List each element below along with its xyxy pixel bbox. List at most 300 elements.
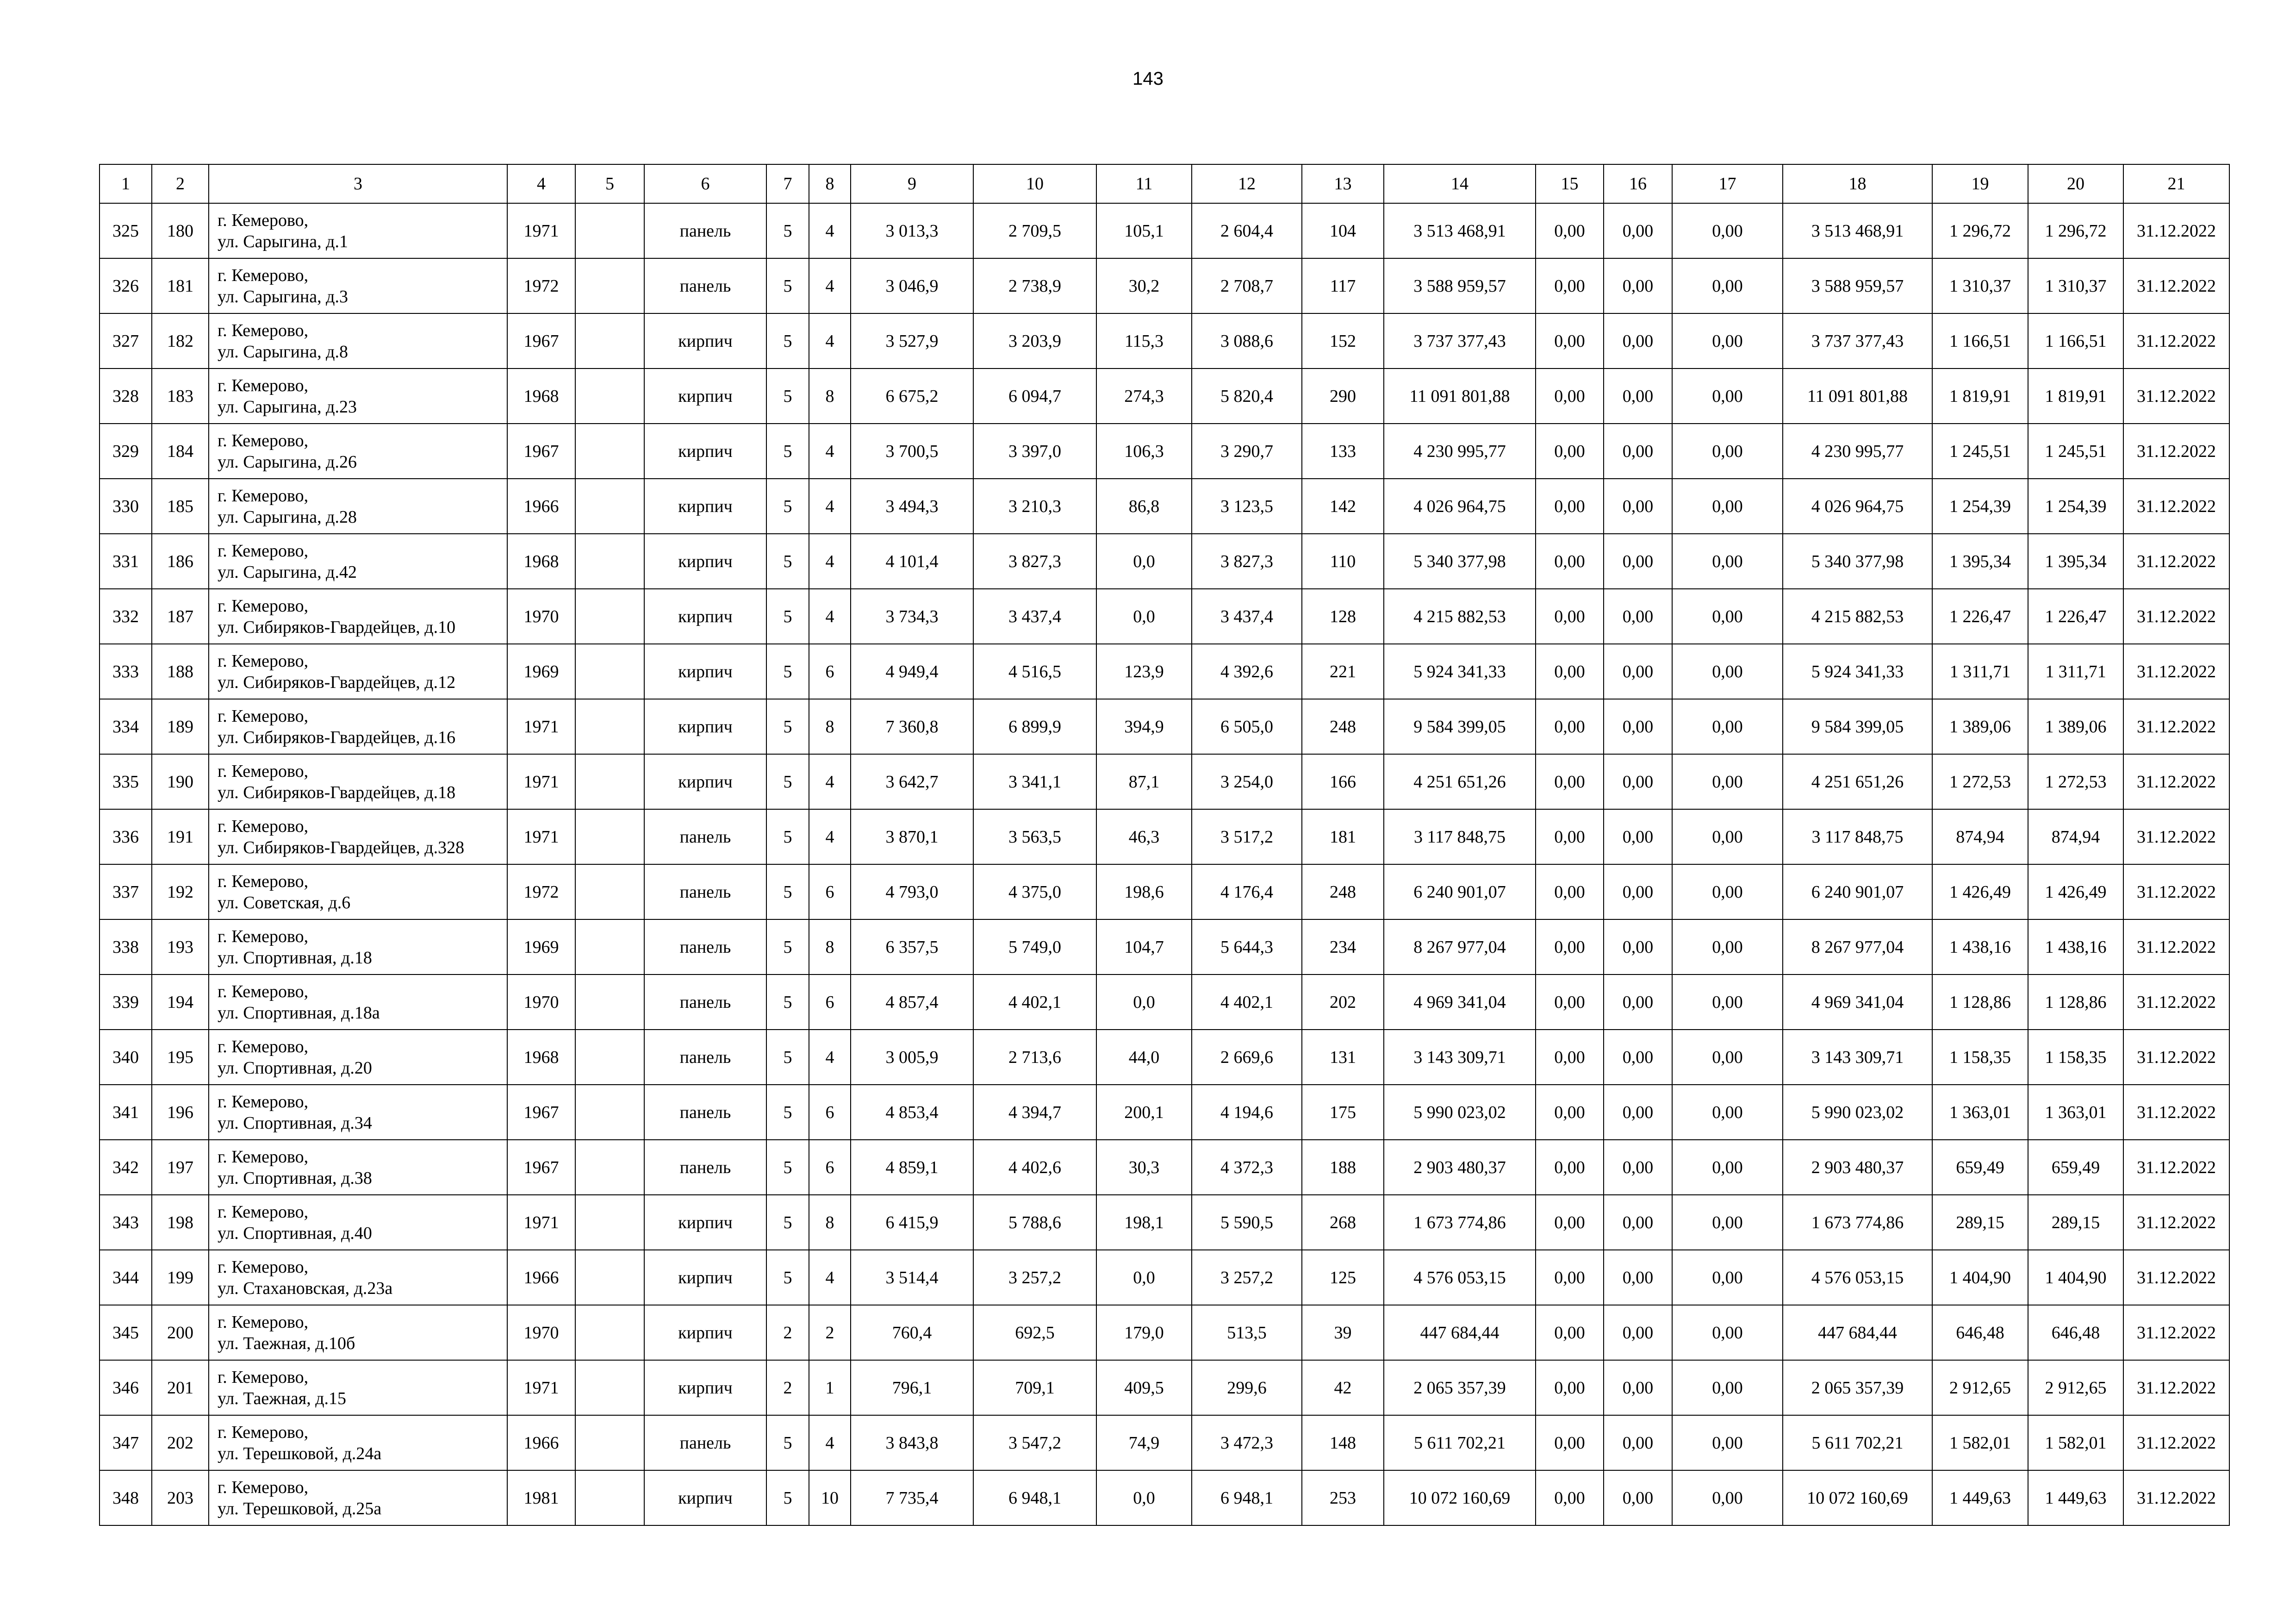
registry-table (99, 164, 2230, 1526)
cell-col-19: 1 819,91 (1932, 369, 2028, 424)
cell-col-6: кирпич (644, 589, 766, 644)
column-header-17: 17 (1672, 164, 1783, 203)
cell-col-1: 343 (100, 1195, 152, 1250)
table-row (100, 864, 2229, 919)
address-cell (209, 1305, 507, 1360)
address-cell (209, 1250, 507, 1305)
cell-col-15: 0,00 (1536, 1030, 1604, 1085)
cell-col-16: 0,00 (1604, 1415, 1672, 1470)
address-street: ул. Сарыгина, д.8 (218, 342, 348, 362)
address-street: ул. Сарыгина, д.28 (218, 507, 357, 527)
address-street: ул. Сарыгина, д.3 (218, 287, 348, 306)
cell-col-10: 3 547,2 (973, 1415, 1096, 1470)
cell-col-10: 5 749,0 (973, 919, 1096, 974)
cell-col-4: 1966 (507, 1415, 575, 1470)
cell-col-1: 340 (100, 1030, 152, 1085)
cell-col-12: 5 820,4 (1192, 369, 1302, 424)
cell-col-20: 1 426,49 (2028, 864, 2123, 919)
cell-col-14: 4 251 651,26 (1384, 754, 1536, 809)
cell-col-2: 195 (152, 1030, 209, 1085)
cell-col-13: 117 (1302, 258, 1384, 313)
cell-col-15: 0,00 (1536, 809, 1604, 864)
cell-col-19: 1 245,51 (1932, 424, 2028, 479)
cell-col-21: 31.12.2022 (2123, 1195, 2229, 1250)
cell-col-5 (575, 919, 644, 974)
cell-col-16: 0,00 (1604, 589, 1672, 644)
cell-col-11: 46,3 (1096, 809, 1192, 864)
cell-col-10: 4 402,6 (973, 1140, 1096, 1195)
address-street: ул. Советская, д.6 (218, 893, 351, 912)
cell-col-21: 31.12.2022 (2123, 1305, 2229, 1360)
cell-col-1: 331 (100, 534, 152, 589)
cell-col-12: 6 948,1 (1192, 1470, 1302, 1525)
cell-col-5 (575, 1140, 644, 1195)
table-row (100, 1415, 2229, 1470)
table-row (100, 809, 2229, 864)
cell-col-18: 3 143 309,71 (1783, 1030, 1932, 1085)
cell-col-2: 198 (152, 1195, 209, 1250)
cell-col-9: 3 005,9 (851, 1030, 973, 1085)
cell-col-13: 166 (1302, 754, 1384, 809)
cell-col-11: 106,3 (1096, 424, 1192, 479)
cell-col-11: 105,1 (1096, 203, 1192, 258)
cell-col-13: 39 (1302, 1305, 1384, 1360)
cell-col-21: 31.12.2022 (2123, 919, 2229, 974)
cell-col-17: 0,00 (1672, 534, 1783, 589)
cell-col-7: 5 (766, 864, 809, 919)
cell-col-16: 0,00 (1604, 424, 1672, 479)
cell-col-18: 8 267 977,04 (1783, 919, 1932, 974)
cell-col-13: 142 (1302, 479, 1384, 534)
cell-col-1: 336 (100, 809, 152, 864)
cell-col-2: 193 (152, 919, 209, 974)
cell-col-13: 253 (1302, 1470, 1384, 1525)
cell-col-17: 0,00 (1672, 1085, 1783, 1140)
cell-col-4: 1966 (507, 479, 575, 534)
cell-col-20: 1 404,90 (2028, 1250, 2123, 1305)
cell-col-19: 1 404,90 (1932, 1250, 2028, 1305)
cell-col-8: 4 (809, 424, 851, 479)
cell-col-21: 31.12.2022 (2123, 1140, 2229, 1195)
cell-col-21: 31.12.2022 (2123, 699, 2229, 754)
cell-col-5 (575, 479, 644, 534)
address-city: г. Кемерово, (218, 486, 309, 506)
cell-col-7: 5 (766, 919, 809, 974)
cell-col-5 (575, 864, 644, 919)
cell-col-7: 5 (766, 644, 809, 699)
address-city: г. Кемерово, (218, 1202, 309, 1222)
address-city: г. Кемерово, (218, 706, 309, 726)
cell-col-20: 1 311,71 (2028, 644, 2123, 699)
cell-col-19: 1 426,49 (1932, 864, 2028, 919)
cell-col-11: 87,1 (1096, 754, 1192, 809)
cell-col-15: 0,00 (1536, 1250, 1604, 1305)
cell-col-20: 1 310,37 (2028, 258, 2123, 313)
address-street: ул. Спортивная, д.40 (218, 1223, 372, 1243)
cell-col-10: 4 375,0 (973, 864, 1096, 919)
cell-col-5 (575, 1030, 644, 1085)
cell-col-21: 31.12.2022 (2123, 754, 2229, 809)
cell-col-16: 0,00 (1604, 1305, 1672, 1360)
cell-col-8: 4 (809, 1030, 851, 1085)
cell-col-18: 3 737 377,43 (1783, 313, 1932, 369)
cell-col-13: 202 (1302, 974, 1384, 1030)
cell-col-10: 3 210,3 (973, 479, 1096, 534)
cell-col-6: кирпич (644, 1360, 766, 1415)
cell-col-17: 0,00 (1672, 699, 1783, 754)
cell-col-11: 0,0 (1096, 1250, 1192, 1305)
cell-col-14: 2 065 357,39 (1384, 1360, 1536, 1415)
cell-col-9: 6 415,9 (851, 1195, 973, 1250)
cell-col-8: 4 (809, 479, 851, 534)
cell-col-11: 30,2 (1096, 258, 1192, 313)
cell-col-13: 221 (1302, 644, 1384, 699)
address-cell (209, 369, 507, 424)
column-header-13: 13 (1302, 164, 1384, 203)
address-cell (209, 919, 507, 974)
cell-col-17: 0,00 (1672, 313, 1783, 369)
cell-col-13: 175 (1302, 1085, 1384, 1140)
cell-col-12: 4 194,6 (1192, 1085, 1302, 1140)
cell-col-1: 325 (100, 203, 152, 258)
cell-col-11: 0,0 (1096, 534, 1192, 589)
cell-col-20: 1 395,34 (2028, 534, 2123, 589)
cell-col-21: 31.12.2022 (2123, 974, 2229, 1030)
cell-col-10: 3 341,1 (973, 754, 1096, 809)
cell-col-19: 1 158,35 (1932, 1030, 2028, 1085)
column-header-3: 3 (209, 164, 507, 203)
cell-col-2: 186 (152, 534, 209, 589)
cell-col-4: 1972 (507, 258, 575, 313)
cell-col-2: 192 (152, 864, 209, 919)
cell-col-16: 0,00 (1604, 1360, 1672, 1415)
address-cell (209, 1140, 507, 1195)
cell-col-17: 0,00 (1672, 1415, 1783, 1470)
cell-col-12: 513,5 (1192, 1305, 1302, 1360)
cell-col-16: 0,00 (1604, 754, 1672, 809)
address-city: г. Кемерово, (218, 1367, 309, 1387)
cell-col-4: 1971 (507, 1195, 575, 1250)
cell-col-1: 346 (100, 1360, 152, 1415)
cell-col-17: 0,00 (1672, 864, 1783, 919)
column-header-15: 15 (1536, 164, 1604, 203)
cell-col-12: 3 254,0 (1192, 754, 1302, 809)
cell-col-1: 327 (100, 313, 152, 369)
cell-col-14: 5 611 702,21 (1384, 1415, 1536, 1470)
address-city: г. Кемерово, (218, 320, 309, 340)
cell-col-18: 2 065 357,39 (1783, 1360, 1932, 1415)
table-row (100, 203, 2229, 258)
address-street: ул. Сибиряков-Гвардейцев, д.16 (218, 727, 456, 747)
cell-col-19: 1 254,39 (1932, 479, 2028, 534)
table-row (100, 754, 2229, 809)
cell-col-9: 3 642,7 (851, 754, 973, 809)
cell-col-10: 4 516,5 (973, 644, 1096, 699)
cell-col-9: 3 527,9 (851, 313, 973, 369)
cell-col-12: 3 257,2 (1192, 1250, 1302, 1305)
cell-col-10: 2 713,6 (973, 1030, 1096, 1085)
address-city: г. Кемерово, (218, 761, 309, 781)
cell-col-16: 0,00 (1604, 203, 1672, 258)
cell-col-1: 337 (100, 864, 152, 919)
cell-col-9: 3 013,3 (851, 203, 973, 258)
cell-col-16: 0,00 (1604, 1140, 1672, 1195)
cell-col-8: 4 (809, 203, 851, 258)
cell-col-7: 5 (766, 974, 809, 1030)
table-header (100, 164, 2229, 203)
cell-col-7: 5 (766, 1140, 809, 1195)
cell-col-7: 5 (766, 1030, 809, 1085)
cell-col-2: 203 (152, 1470, 209, 1525)
cell-col-1: 344 (100, 1250, 152, 1305)
cell-col-20: 1 158,35 (2028, 1030, 2123, 1085)
cell-col-15: 0,00 (1536, 203, 1604, 258)
table-row (100, 479, 2229, 534)
cell-col-5 (575, 1415, 644, 1470)
cell-col-13: 248 (1302, 699, 1384, 754)
cell-col-6: панель (644, 1030, 766, 1085)
cell-col-17: 0,00 (1672, 974, 1783, 1030)
cell-col-19: 1 166,51 (1932, 313, 2028, 369)
address-street: ул. Сибиряков-Гвардейцев, д.328 (218, 837, 465, 857)
cell-col-2: 184 (152, 424, 209, 479)
cell-col-9: 4 949,4 (851, 644, 973, 699)
address-cell (209, 479, 507, 534)
cell-col-21: 31.12.2022 (2123, 1470, 2229, 1525)
cell-col-1: 333 (100, 644, 152, 699)
cell-col-8: 4 (809, 534, 851, 589)
cell-col-8: 6 (809, 864, 851, 919)
cell-col-9: 760,4 (851, 1305, 973, 1360)
cell-col-17: 0,00 (1672, 1140, 1783, 1195)
cell-col-15: 0,00 (1536, 1415, 1604, 1470)
cell-col-6: панель (644, 974, 766, 1030)
cell-col-12: 3 827,3 (1192, 534, 1302, 589)
cell-col-17: 0,00 (1672, 919, 1783, 974)
cell-col-9: 4 793,0 (851, 864, 973, 919)
cell-col-7: 5 (766, 1415, 809, 1470)
cell-col-6: кирпич (644, 644, 766, 699)
cell-col-5 (575, 1360, 644, 1415)
cell-col-16: 0,00 (1604, 974, 1672, 1030)
cell-col-8: 4 (809, 589, 851, 644)
cell-col-15: 0,00 (1536, 258, 1604, 313)
address-city: г. Кемерово, (218, 375, 309, 395)
cell-col-1: 348 (100, 1470, 152, 1525)
cell-col-16: 0,00 (1604, 1030, 1672, 1085)
cell-col-14: 4 026 964,75 (1384, 479, 1536, 534)
cell-col-4: 1971 (507, 1360, 575, 1415)
cell-col-8: 6 (809, 644, 851, 699)
cell-col-13: 188 (1302, 1140, 1384, 1195)
cell-col-11: 123,9 (1096, 644, 1192, 699)
cell-col-2: 183 (152, 369, 209, 424)
cell-col-18: 4 026 964,75 (1783, 479, 1932, 534)
cell-col-11: 74,9 (1096, 1415, 1192, 1470)
cell-col-13: 234 (1302, 919, 1384, 974)
cell-col-18: 3 117 848,75 (1783, 809, 1932, 864)
cell-col-17: 0,00 (1672, 424, 1783, 479)
cell-col-6: панель (644, 864, 766, 919)
cell-col-1: 342 (100, 1140, 152, 1195)
cell-col-12: 3 290,7 (1192, 424, 1302, 479)
cell-col-21: 31.12.2022 (2123, 1360, 2229, 1415)
cell-col-21: 31.12.2022 (2123, 644, 2229, 699)
cell-col-21: 31.12.2022 (2123, 424, 2229, 479)
cell-col-15: 0,00 (1536, 1085, 1604, 1140)
cell-col-4: 1967 (507, 1085, 575, 1140)
address-city: г. Кемерово, (218, 1312, 309, 1332)
cell-col-14: 1 673 774,86 (1384, 1195, 1536, 1250)
cell-col-14: 2 903 480,37 (1384, 1140, 1536, 1195)
cell-col-5 (575, 313, 644, 369)
cell-col-11: 30,3 (1096, 1140, 1192, 1195)
address-street: ул. Терешковой, д.24а (218, 1443, 382, 1463)
cell-col-4: 1971 (507, 754, 575, 809)
address-cell (209, 313, 507, 369)
cell-col-5 (575, 1470, 644, 1525)
cell-col-7: 5 (766, 809, 809, 864)
cell-col-9: 3 046,9 (851, 258, 973, 313)
cell-col-4: 1967 (507, 424, 575, 479)
table-row (100, 1140, 2229, 1195)
cell-col-2: 197 (152, 1140, 209, 1195)
table-row (100, 258, 2229, 313)
cell-col-14: 3 588 959,57 (1384, 258, 1536, 313)
cell-col-7: 5 (766, 1470, 809, 1525)
cell-col-19: 659,49 (1932, 1140, 2028, 1195)
cell-col-20: 1 226,47 (2028, 589, 2123, 644)
cell-col-17: 0,00 (1672, 1470, 1783, 1525)
table-row (100, 919, 2229, 974)
cell-col-10: 692,5 (973, 1305, 1096, 1360)
cell-col-9: 7 735,4 (851, 1470, 973, 1525)
address-street: ул. Спортивная, д.34 (218, 1113, 372, 1133)
address-cell (209, 864, 507, 919)
cell-col-14: 10 072 160,69 (1384, 1470, 1536, 1525)
address-city: г. Кемерово, (218, 1422, 309, 1442)
cell-col-4: 1981 (507, 1470, 575, 1525)
cell-col-1: 339 (100, 974, 152, 1030)
cell-col-6: панель (644, 258, 766, 313)
cell-col-6: кирпич (644, 1195, 766, 1250)
address-street: ул. Сарыгина, д.1 (218, 231, 348, 251)
cell-col-15: 0,00 (1536, 479, 1604, 534)
cell-col-4: 1969 (507, 644, 575, 699)
address-city: г. Кемерово, (218, 1037, 309, 1056)
cell-col-7: 5 (766, 699, 809, 754)
cell-col-8: 4 (809, 754, 851, 809)
column-header-1: 1 (100, 164, 152, 203)
cell-col-1: 345 (100, 1305, 152, 1360)
address-cell (209, 809, 507, 864)
cell-col-8: 8 (809, 369, 851, 424)
cell-col-11: 104,7 (1096, 919, 1192, 974)
address-cell (209, 644, 507, 699)
cell-col-9: 6 675,2 (851, 369, 973, 424)
cell-col-15: 0,00 (1536, 589, 1604, 644)
cell-col-9: 796,1 (851, 1360, 973, 1415)
address-cell (209, 1030, 507, 1085)
cell-col-10: 3 563,5 (973, 809, 1096, 864)
cell-col-2: 196 (152, 1085, 209, 1140)
cell-col-12: 4 372,3 (1192, 1140, 1302, 1195)
column-header-20: 20 (2028, 164, 2123, 203)
cell-col-15: 0,00 (1536, 1360, 1604, 1415)
table-row (100, 1305, 2229, 1360)
cell-col-17: 0,00 (1672, 1360, 1783, 1415)
cell-col-6: кирпич (644, 699, 766, 754)
cell-col-9: 7 360,8 (851, 699, 973, 754)
cell-col-18: 6 240 901,07 (1783, 864, 1932, 919)
cell-col-18: 3 513 468,91 (1783, 203, 1932, 258)
cell-col-19: 1 363,01 (1932, 1085, 2028, 1140)
cell-col-8: 4 (809, 809, 851, 864)
table-row (100, 1085, 2229, 1140)
table-row (100, 589, 2229, 644)
cell-col-12: 6 505,0 (1192, 699, 1302, 754)
table-row (100, 644, 2229, 699)
cell-col-21: 31.12.2022 (2123, 1415, 2229, 1470)
address-cell (209, 754, 507, 809)
cell-col-2: 191 (152, 809, 209, 864)
cell-col-14: 4 215 882,53 (1384, 589, 1536, 644)
cell-col-13: 110 (1302, 534, 1384, 589)
cell-col-14: 6 240 901,07 (1384, 864, 1536, 919)
cell-col-13: 148 (1302, 1415, 1384, 1470)
address-street: ул. Стахановская, д.23а (218, 1278, 393, 1298)
address-cell (209, 974, 507, 1030)
cell-col-18: 2 903 480,37 (1783, 1140, 1932, 1195)
cell-col-10: 709,1 (973, 1360, 1096, 1415)
address-cell (209, 1415, 507, 1470)
cell-col-20: 1 449,63 (2028, 1470, 2123, 1525)
cell-col-9: 3 734,3 (851, 589, 973, 644)
cell-col-5 (575, 1195, 644, 1250)
cell-col-14: 9 584 399,05 (1384, 699, 1536, 754)
cell-col-2: 187 (152, 589, 209, 644)
cell-col-14: 5 990 023,02 (1384, 1085, 1536, 1140)
cell-col-7: 5 (766, 754, 809, 809)
cell-col-1: 328 (100, 369, 152, 424)
cell-col-2: 199 (152, 1250, 209, 1305)
table-row (100, 1030, 2229, 1085)
cell-col-5 (575, 1250, 644, 1305)
cell-col-7: 5 (766, 589, 809, 644)
cell-col-19: 1 395,34 (1932, 534, 2028, 589)
cell-col-5 (575, 699, 644, 754)
address-street: ул. Спортивная, д.20 (218, 1058, 372, 1078)
cell-col-13: 128 (1302, 589, 1384, 644)
cell-col-19: 289,15 (1932, 1195, 2028, 1250)
cell-col-4: 1970 (507, 1305, 575, 1360)
table-row (100, 1250, 2229, 1305)
cell-col-15: 0,00 (1536, 1140, 1604, 1195)
cell-col-6: кирпич (644, 1250, 766, 1305)
cell-col-16: 0,00 (1604, 644, 1672, 699)
column-header-11: 11 (1096, 164, 1192, 203)
cell-col-13: 104 (1302, 203, 1384, 258)
cell-col-2: 202 (152, 1415, 209, 1470)
cell-col-13: 131 (1302, 1030, 1384, 1085)
cell-col-2: 189 (152, 699, 209, 754)
address-cell (209, 1085, 507, 1140)
cell-col-14: 3 117 848,75 (1384, 809, 1536, 864)
cell-col-14: 5 924 341,33 (1384, 644, 1536, 699)
cell-col-2: 190 (152, 754, 209, 809)
address-street: ул. Таежная, д.10б (218, 1333, 355, 1353)
cell-col-19: 1 310,37 (1932, 258, 2028, 313)
